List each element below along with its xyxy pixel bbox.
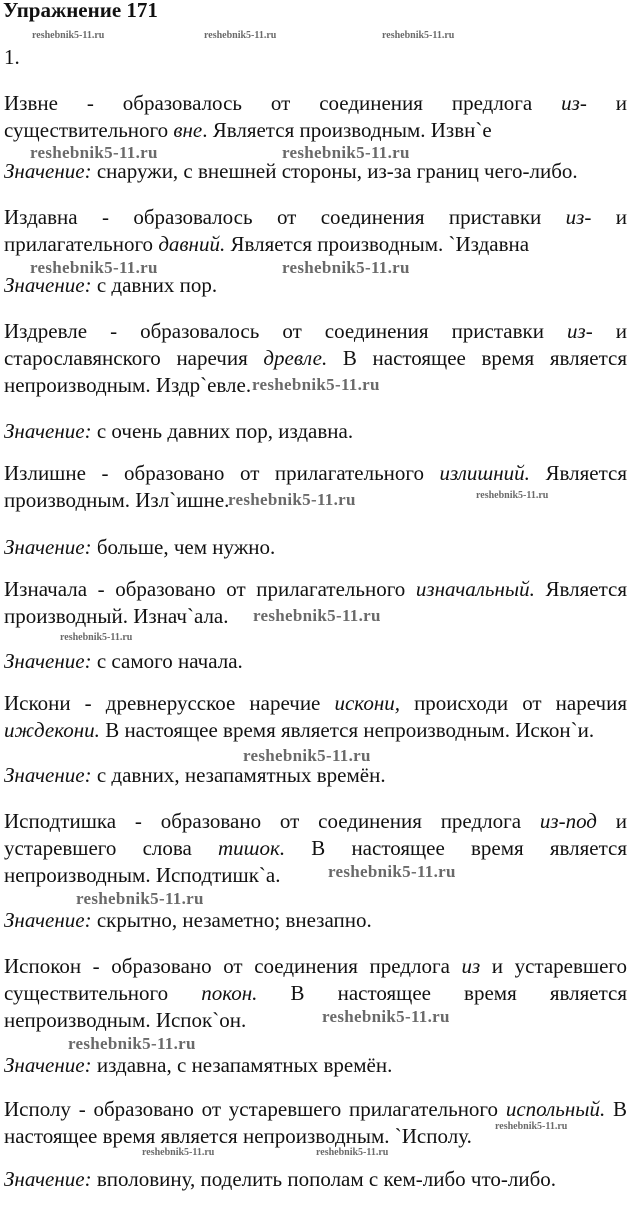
entry-line: прилагательного давний. Является производным. `Издавна xyxy=(4,232,530,256)
watermark-text: reshebnik5-11.ru xyxy=(243,746,371,765)
watermark-text: reshebnik5-11.ru xyxy=(282,258,410,277)
entry-line: иждекони. В настоящее время является непроизводным. Искон`и. xyxy=(4,718,595,742)
entry-line: производным. Изл`ишне. xyxy=(4,488,230,512)
meaning-line: Значение: скрытно, незаметно; внезапно. xyxy=(4,908,372,932)
watermark-text: reshebnik5-11.ru xyxy=(60,632,133,643)
watermark-text: reshebnik5-11.ru xyxy=(328,862,456,881)
meaning-line: Значение: снаружи, с внешней стороны, из-за границ чего-либо. xyxy=(4,159,578,183)
entry-line: Искони - древнерусское наречие искони, происходи от наречия xyxy=(4,691,627,715)
entry-line: Исподтишка - образовано от соединения предлога из-под и xyxy=(4,809,627,833)
watermark-text: reshebnik5-11.ru xyxy=(142,1147,215,1158)
entry-line: Издавна - образовалось от соединения приставки из- и xyxy=(4,205,627,229)
watermark-text: reshebnik5-11.ru xyxy=(204,30,277,41)
meaning-line: Значение: с давних, незапамятных времён. xyxy=(4,763,386,787)
entry-line: непроизводным. Испок`он. xyxy=(4,1008,247,1032)
meaning-line: Значение: вполовину, поделить пополам с кем-либо что-либо. xyxy=(4,1167,557,1191)
task-number: 1. xyxy=(4,45,20,69)
watermark-text: reshebnik5-11.ru xyxy=(322,1007,450,1026)
entry-line: Извне - образовалось от соединения предлога из- и xyxy=(4,91,627,115)
watermark-text: reshebnik5-11.ru xyxy=(228,490,356,509)
entry-line: старославянского наречия древле. В настоящее время является xyxy=(4,346,627,370)
entry-line: Исполу - образовано от устаревшего прилагательного испольный. В xyxy=(4,1097,628,1121)
meaning-line: Значение: с очень давних пор, издавна. xyxy=(4,419,354,443)
watermark-text: reshebnik5-11.ru xyxy=(30,258,158,277)
meaning-line: Значение: с давних пор. xyxy=(4,273,218,297)
entry-line: существительного покон. В настоящее время является xyxy=(4,981,628,1005)
watermark-text: reshebnik5-11.ru xyxy=(382,30,455,41)
entry-line: настоящее время является непроизводным. `Исполу. xyxy=(4,1124,472,1148)
entry-line: устаревшего слова тишок. В настоящее время является xyxy=(4,836,627,860)
watermark-text: reshebnik5-11.ru xyxy=(316,1147,389,1158)
watermark-text: reshebnik5-11.ru xyxy=(253,606,381,625)
watermark-text: reshebnik5-11.ru xyxy=(68,1034,196,1053)
meaning-line: Значение: издавна, с незапамятных времён. xyxy=(4,1053,393,1077)
entry-line: существительного вне. Является производным. Извн`е xyxy=(4,118,492,142)
entry-line: Издревле - образовалось от соединения приставки из- и xyxy=(4,319,627,343)
watermark-text: reshebnik5-11.ru xyxy=(282,143,410,162)
watermark-text: reshebnik5-11.ru xyxy=(476,490,549,501)
entry-line: Излишне - образовано от прилагательного излишний. Является xyxy=(4,461,627,485)
watermark-text: reshebnik5-11.ru xyxy=(30,143,158,162)
watermark-text: reshebnik5-11.ru xyxy=(32,30,105,41)
entry-line: Изначала - образовано от прилагательного изначальный. Является xyxy=(4,577,627,601)
watermark-text: reshebnik5-11.ru xyxy=(252,375,380,394)
entry-line: непроизводным. Издр`евле. xyxy=(4,373,252,397)
page-title: Упражнение 171 xyxy=(3,0,158,22)
meaning-line: Значение: больше, чем нужно. xyxy=(4,535,276,559)
watermark-text: reshebnik5-11.ru xyxy=(495,1121,568,1132)
entry-line: производный. Изнач`ала. xyxy=(4,604,229,628)
entry-line: Испокон - образовано от соединения предлога из и устаревшего xyxy=(4,954,627,978)
entry-line: непроизводным. Исподтишк`а. xyxy=(4,863,281,887)
meaning-line: Значение: с самого начала. xyxy=(4,649,243,673)
watermark-text: reshebnik5-11.ru xyxy=(76,889,204,908)
